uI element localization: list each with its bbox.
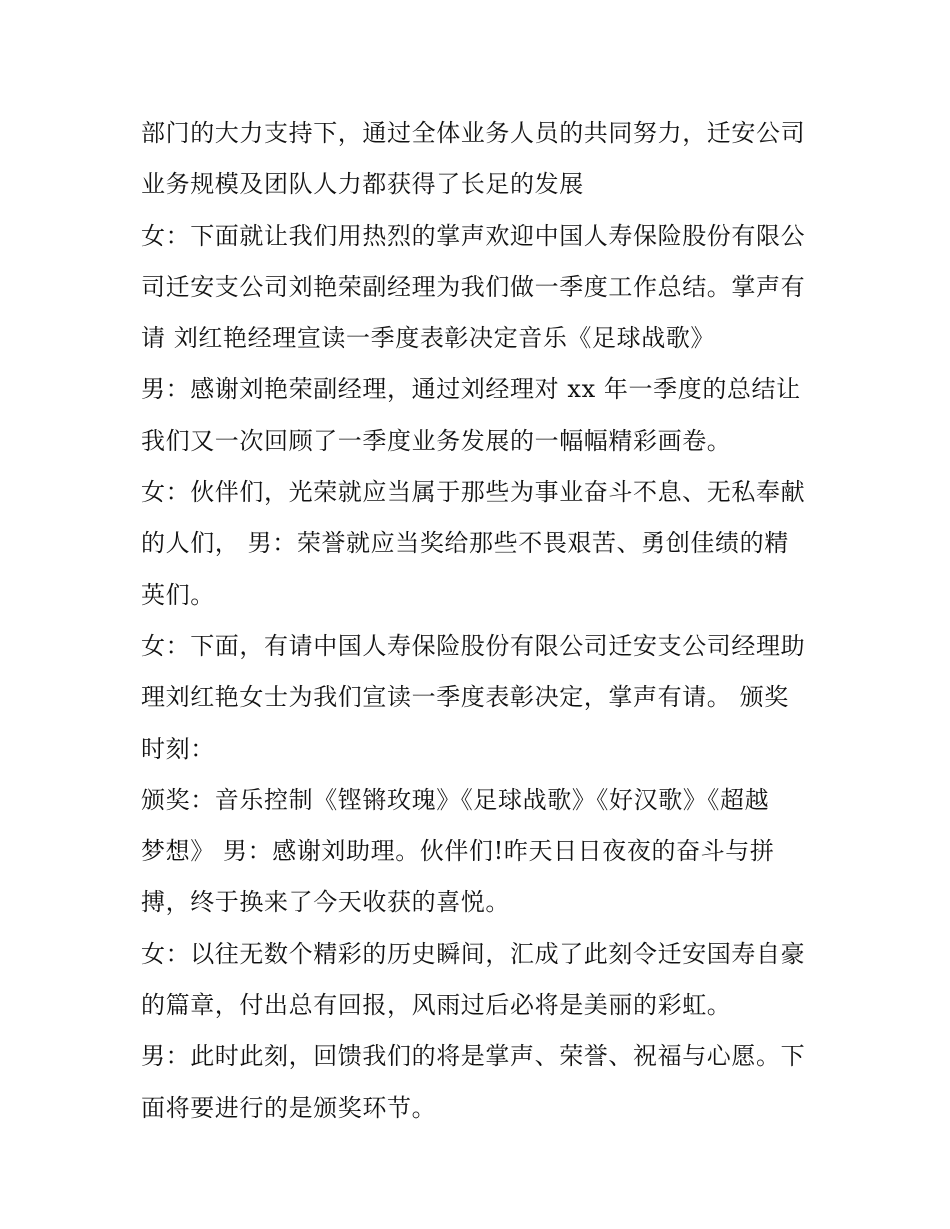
text-line: 的人们， 男：荣誉就应当奖给那些不畏艰苦、勇创佳绩的精 [141, 529, 789, 558]
text-line: 女：伙伴们，光荣就应当属于那些为事业奋斗不息、无私奉献 [141, 478, 806, 507]
text-line: 的篇章，付出总有回报，风雨过后必将是美丽的彩虹。 [141, 991, 732, 1020]
text-line: 业务规模及团队人力都获得了长足的发展 [141, 170, 584, 199]
text-line: 部门的大力支持下，通过全体业务人员的共同努力，迁安公司 [141, 119, 806, 147]
text-line: 理刘红艳女士为我们宣读一季度表彰决定，掌声有请。 颁奖 [141, 683, 789, 712]
text-line: 搏，终于换来了今天收获的喜悦。 [141, 888, 510, 917]
text-line: 英们。 [141, 580, 215, 609]
text-line: 女：下面，有请中国人寿保险股份有限公司迁安支公司经理助 [141, 631, 806, 660]
text-line: 颁奖：音乐控制《铿锵玫瑰》《足球战歌》《好汉歌》《超越 [141, 785, 770, 814]
text-line: 男：感谢刘艳荣副经理，通过刘经理对 xx 年一季度的总结让 [141, 375, 801, 404]
text-line: 女：下面就让我们用热烈的掌声欢迎中国人寿保险股份有限公 [141, 221, 806, 250]
text-line: 请 刘红艳经理宣读一季度表彰决定音乐《足球战歌》 [141, 324, 716, 353]
text-line: 男：此时此刻，回馈我们的将是掌声、荣誉、祝福与心愿。下 [141, 1042, 806, 1071]
text-line: 女：以往无数个精彩的历史瞬间，汇成了此刻令迁安国寿自豪 [141, 939, 806, 968]
text-line: 时刻： [141, 734, 215, 763]
text-line: 梦想》 男：感谢刘助理。伙伴们!昨天日日夜夜的奋斗与拼 [141, 837, 775, 866]
text-line: 面将要进行的是颁奖环节。 [141, 1093, 437, 1122]
body-text [141, 108, 821, 1134]
text-line: 我们又一次回顾了一季度业务发展的一幅幅精彩画卷。 [141, 426, 732, 455]
text-line: 司迁安支公司刘艳荣副经理为我们做一季度工作总结。掌声有 [141, 272, 806, 301]
